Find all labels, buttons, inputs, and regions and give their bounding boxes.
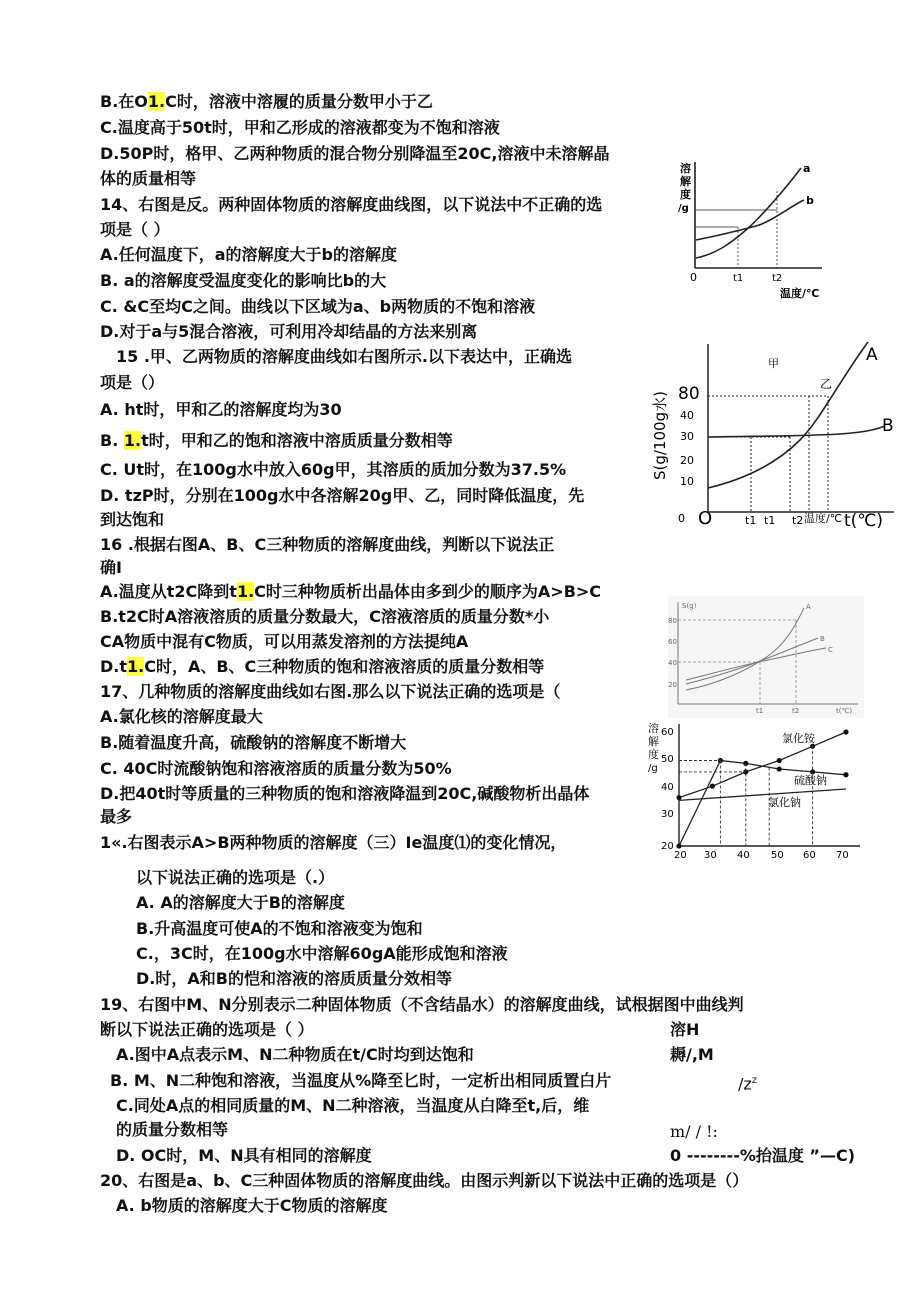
- fig16-xtick-t2: t2: [792, 707, 800, 715]
- fig17-xtick-60: 60: [803, 850, 816, 861]
- option-19A: A.图中A点表示M、N二种物质在t/C时均到达饱和: [116, 1045, 474, 1064]
- option-19C: C.同处A点的相同质量的M、N二种溶液，当温度从白降至t,后，维: [116, 1096, 590, 1115]
- fig15-label-yi: 乙: [820, 377, 833, 391]
- fig16-label-C: C: [828, 646, 833, 654]
- fig17-label-na2so4: 硫酸钠: [794, 774, 827, 787]
- fig14-tick-t2: t2: [772, 273, 783, 284]
- fig16-label-B: B: [820, 635, 825, 643]
- fig17-point-1-0: [676, 843, 681, 848]
- fig17-ylabel-2: 解: [648, 735, 659, 748]
- fig14-ylabel-3: 度: [680, 188, 691, 201]
- fig17-ylabel-3: 度: [648, 748, 659, 761]
- option-16A: A.温度从t2C降到t1.C时三种物质析出晶体由多到少的顺序为A>B>C: [100, 582, 602, 601]
- fig15-xlabel-small: 温度/℃: [804, 512, 843, 525]
- fig17-point-0-5: [843, 729, 848, 734]
- fig17-ytick-20: 20: [661, 841, 674, 852]
- fig16-ylabel: S(g): [682, 602, 697, 610]
- fig19-label-3-sup: z: [751, 1075, 758, 1086]
- fig17-point-1-5: [843, 772, 848, 777]
- fig17-ytick-50: 50: [661, 754, 674, 765]
- fig15-label-jia: 甲: [768, 357, 779, 370]
- fig17-xtick-50: 50: [771, 850, 784, 861]
- option-17C: C. 40C时流酸钠饱和溶液溶质的质量分数为50%: [100, 759, 452, 778]
- fig17-ytick-60: 60: [661, 727, 674, 738]
- fig15-curve-B: [708, 426, 885, 437]
- fig19-label-2: 耨/,M: [670, 1045, 714, 1064]
- fig17-xtick-70: 70: [836, 850, 849, 861]
- fig15-ytick-10: 10: [680, 475, 694, 488]
- option-15A: A. ht时，甲和乙的溶解度均为30: [100, 400, 342, 419]
- option-14C: C. &C至均C之间。曲线以下区域为a、b两物质的不饱和溶液: [100, 297, 536, 316]
- fig17-ylabel-1: 溶: [648, 722, 659, 735]
- fig15-xtick-t2: t2: [792, 514, 804, 527]
- question-16: 16 .根据右图A、B、C三种物质的溶解度曲线，判断以下说法正: [100, 535, 555, 554]
- option-17D-cont: 最多: [100, 807, 133, 826]
- fig17-label-nacl: 氯化钠: [768, 796, 801, 809]
- fig16-ytick-40: 40: [668, 659, 677, 667]
- question-15: 15 .甲、乙两物质的溶解度曲线如右图所示.以下表达中，正确选: [116, 347, 572, 366]
- fig17-plot-area: [676, 729, 848, 848]
- question-14: 14、右图是反。两种固体物质的溶解度曲线图，以下说法中不正确的选: [100, 195, 603, 214]
- fig15-ytick-0: 0: [678, 512, 685, 525]
- highlight-mark: 1.: [236, 582, 255, 601]
- question-19-cont: 断以下说法正确的选项是（ ）: [100, 1020, 314, 1039]
- fig16-label-A: A: [806, 603, 811, 611]
- fig15-label-A: A: [866, 345, 878, 365]
- option-15D-cont: 到达饱和: [100, 510, 165, 529]
- fig17-ytick-30: 30: [661, 809, 674, 820]
- fig17-series-line-0: [679, 732, 846, 798]
- fig14-ylabel-4: /g: [678, 203, 689, 214]
- fig14-ylabel-1: 溶: [680, 162, 691, 175]
- chart-q17: [646, 718, 864, 860]
- fig14-tick-t1: t1: [733, 273, 744, 284]
- fig14-label-b: b: [806, 194, 814, 207]
- fig15-ytick-20: 20: [680, 454, 694, 467]
- question-19: 19、右图中M、N分别表示二种固体物质（不含结晶水）的溶解度曲线，试根据图中曲线判: [100, 995, 744, 1014]
- fig19-label-3: $/z^z$: [738, 1074, 758, 1094]
- option-17A: A.氯化核的溶解度最大: [100, 707, 263, 726]
- fig17-point-0-3: [777, 758, 782, 763]
- fig17-ylabel-4: /g: [648, 763, 658, 774]
- option-13C: C.温度高于50t时，甲和乙形成的溶液都变为不饱和溶液: [100, 118, 500, 137]
- option-16B: B.t2C时A溶液溶质的质量分数最大，C溶液溶质的质量分数*小: [100, 607, 550, 626]
- option-17B: B.随着温度升高，硫酸钠的溶解度不断增大: [100, 733, 407, 752]
- fig17-xtick-40: 40: [737, 850, 750, 861]
- option-19B: B. M、N二种饱和溶液，当温度从%降至匕时，一定析出相同质置白片: [110, 1071, 612, 1090]
- option-18D: D.时，A和B的恺和溶液的溶质质量分效相等: [136, 969, 452, 988]
- option-18B: B.升高温度可使A的不饱和溶液变为饱和: [136, 919, 423, 938]
- fig17-ytick-40: 40: [661, 782, 674, 793]
- question-20: 20、右图是a、b、C三种固体物质的溶解度曲线。由图示判新以下说法中正确的选项是（）: [100, 1171, 749, 1190]
- question-15-cont: 项是（）: [100, 373, 165, 392]
- option-15D: D. tzP时，分别在100g水中各溶解20g甲、乙，同时降低温度，先: [100, 486, 585, 505]
- highlight-mark: 1.: [123, 431, 142, 450]
- fig16-ytick-20: 20: [668, 681, 677, 689]
- fig17-point-0-1: [710, 784, 715, 789]
- fig15-ylabel: S(g/100g水): [651, 391, 669, 480]
- option-13D-cont: 体的质量相等: [100, 169, 197, 188]
- chart-q16: [668, 596, 864, 718]
- question-17: 17、几种物质的溶解度曲线如右图.那么以下说法正确的选项是（: [100, 682, 561, 701]
- fig15-xtick-t1b: t1: [764, 514, 776, 527]
- fig17-point-1-3: [777, 766, 782, 771]
- fig14-origin: 0: [690, 271, 697, 284]
- fig17-xtick-20: 20: [674, 850, 687, 861]
- fig15-curve-A: [708, 342, 868, 488]
- question-14-cont: 项是（ ）: [100, 220, 170, 239]
- fig16-xlabel: t(℃): [836, 707, 853, 715]
- fig15-xtick-t1: t1: [745, 514, 757, 527]
- fig17-label-nh4cl: 氯化铵: [782, 732, 815, 745]
- fig15-xlabel: t(℃): [844, 511, 884, 531]
- option-19D: D. OC时，M、N具有相同的溶解度: [116, 1146, 372, 1165]
- fig16-xtick-t1: t1: [756, 707, 764, 715]
- chart-q14: [676, 158, 826, 300]
- fig15-ytick-40: 40: [680, 409, 694, 422]
- highlight-mark: 1.: [147, 92, 166, 111]
- fig19-label-1: 溶H: [670, 1020, 700, 1039]
- fig14-curve-b: [696, 200, 804, 240]
- fig15-label-B: B: [882, 416, 894, 436]
- option-13B: B.在O1.C时，溶液中溶履的质量分数甲小于乙: [100, 92, 433, 111]
- fig16-ytick-60: 60: [668, 638, 677, 646]
- option-16D: D.t1.C时，A、B、C三种物质的饱和溶液溶质的质量分数相等: [100, 657, 545, 676]
- option-14A: A.任何温度下，a的溶解度大于b的溶解度: [100, 245, 398, 264]
- question-18: 1«.右图表示A>B两种物质的溶解度（三）Ie温度⑴的变化情况，: [100, 833, 567, 852]
- option-18A: A. A的溶解度大于B的溶解度: [136, 893, 345, 912]
- fig19-label-4: m/ / !:: [670, 1122, 718, 1141]
- fig17-xtick-30: 30: [704, 850, 717, 861]
- option-19C-cont: 的质量分数相等: [116, 1120, 229, 1139]
- question-18-cont: 以下说法正确的选项是（.）: [136, 868, 335, 887]
- option-18C: C.，3C时，在100g水中溶解60gA能形成饱和溶液: [136, 944, 508, 963]
- highlight-mark: 1.: [127, 657, 145, 676]
- fig19-axis-label: 0 --------%抬温度 ”—C): [670, 1146, 856, 1165]
- fig15-origin: O: [698, 508, 713, 529]
- fig17-point-0-0: [676, 795, 681, 800]
- option-15B: B. 1.t时，甲和乙的饱和溶液中溶质质量分数相等: [100, 431, 453, 450]
- fig14-ylabel-2: 解: [680, 175, 691, 188]
- chart-q15: [640, 340, 912, 540]
- option-15C: C. Ut时，在100g水中放入60g甲，其溶质的质加分数为37.5%: [100, 460, 567, 479]
- option-14D: D.对于a与5混合溶液，可利用冷却结晶的方法来别离: [100, 322, 478, 341]
- option-14B: B. a的溶解度受温度变化的影响比b的大: [100, 271, 387, 290]
- option-20A: A. b物质的溶解度大于C物质的溶解度: [116, 1196, 388, 1215]
- fig15-ytick-30: 30: [680, 430, 694, 443]
- question-16-cont: 确I: [100, 558, 122, 577]
- fig14-curve-a: [696, 168, 801, 258]
- option-16C: CA物质中混有C物质，可以用蒸发溶剂的方法提纯A: [100, 632, 469, 651]
- fig14-xlabel: 温度/℃: [780, 287, 820, 300]
- fig15-ytick-80: 80: [678, 384, 700, 404]
- option-13D: D.50P时，格甲、乙两种物质的混合物分别降温至20C,溶液中未溶解晶: [100, 144, 610, 163]
- option-17D: D.把40t时等质量的三种物质的饱和溶液降温到20C,碱酸物析出晶体: [100, 784, 590, 803]
- fig16-ytick-80: 80: [668, 617, 677, 625]
- fig14-label-a: a: [803, 162, 811, 175]
